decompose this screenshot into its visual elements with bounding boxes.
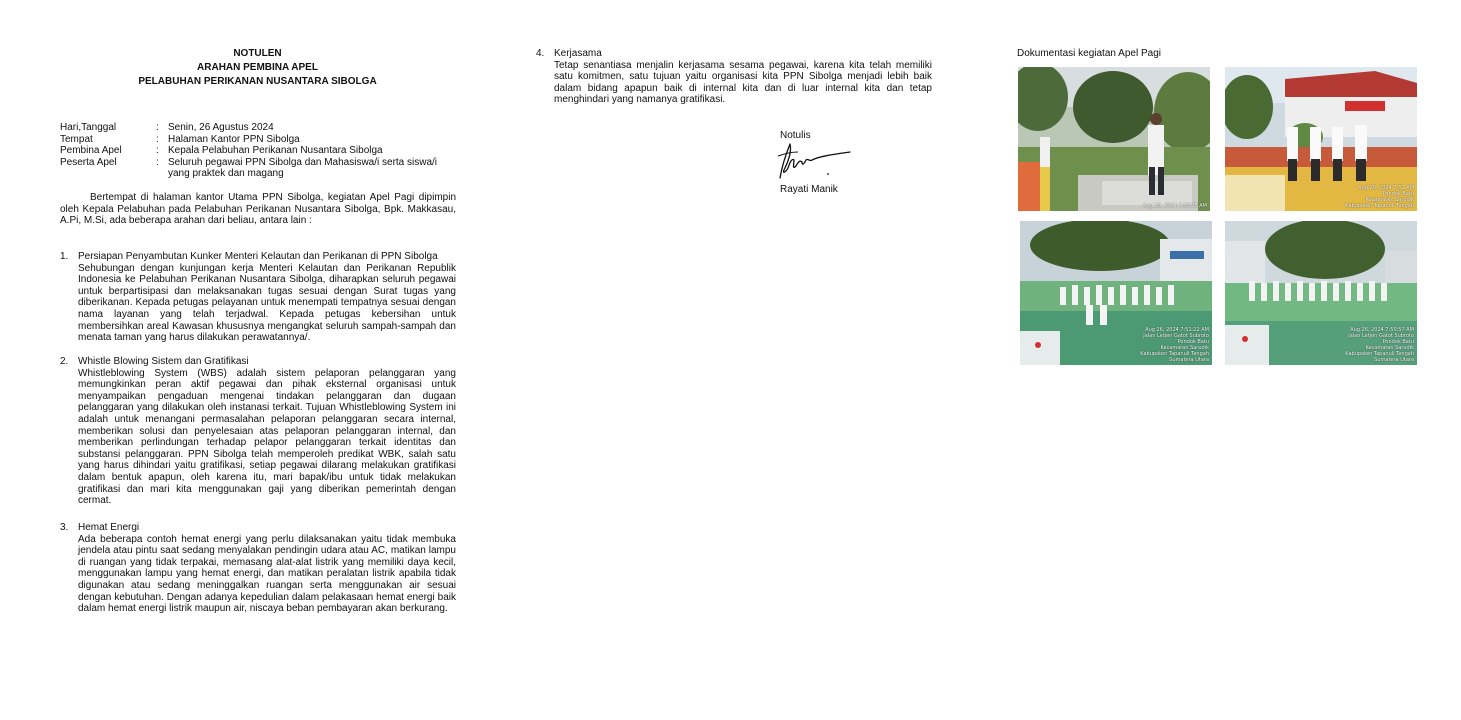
- photo-timestamp: Aug 26, 2024 7:51:22 AM Jalan Letjen Gatot Subroto Pondok Batu Kecamatan Sarudik Kabupaten Tapanuli Tengah Sumatera Utara: [1140, 327, 1209, 363]
- title-line-3: PELABUHAN PERIKANAN NUSANTARA SIBOLGA: [138, 76, 377, 87]
- meta-value: Senin, 26 Agustus 2024: [168, 122, 274, 133]
- meeting-details: [60, 122, 460, 180]
- meta-value: Seluruh pegawai PPN Sibolga dan Mahasiswa/i serta siswa/i yang praktek dan magang: [168, 156, 438, 180]
- meta-separator: :: [156, 145, 159, 157]
- meta-row-leader: [60, 145, 460, 157]
- item-body: Tetap senantiasa menjalin kerjasama sesama pegawai, karena kita telah memiliki satu komitmen, satu tujuan yaitu organisasi kita PPN Sibolga menjadi lebih baik dalam bidang apapun baik di internal kita dan di luar internal kita dan tetap menghindari yang namanya gratifikasi.: [554, 59, 932, 106]
- item-number: 4.: [536, 48, 545, 59]
- meta-row-date: [60, 122, 460, 134]
- meta-key: Peserta Apel: [60, 156, 117, 168]
- item-title: Kerjasama: [554, 48, 602, 59]
- meta-row-participants: [60, 157, 460, 180]
- photo-timestamp: Aug 26, 2024 7:51 AM Pondok Batu Kecamatan Sarudik Kabupaten Tapanuli Tengah: [1345, 185, 1414, 209]
- meta-key: Pembina Apel: [60, 145, 122, 157]
- photo-timestamp: Aug 26, 2024 7:50:05 AM: [1143, 203, 1207, 209]
- documentation-title: Dokumentasi kegiatan Apel Pagi: [1017, 48, 1161, 59]
- list-item-3: [60, 522, 456, 632]
- photo-timestamp: Aug 26, 2024 7:50:57 AM Jalan Letjen Gatot Subroto Pondok Batu Kecamatan Sarudik Kabupaten Tapanuli Tengah Sumatera Utara: [1345, 327, 1414, 363]
- item-number: 1.: [60, 251, 69, 262]
- list-item-4: [536, 48, 932, 108]
- signature-role: Notulis: [780, 130, 811, 141]
- meta-separator: :: [156, 133, 159, 145]
- item-number: 2.: [60, 356, 69, 367]
- intro-paragraph: Bertempat di halaman kantor Utama PPN Sibolga, kegiatan Apel Pagi dipimpin oleh Kepala Pelabuhan pada Pelabuhan Perikanan Nusantara Sibolga, Bpk. Makkasau, A.Pi, M.Si, ada beberapa arahan dari beliau, antara lain :: [60, 192, 456, 227]
- item-title: Hemat Energi: [78, 522, 140, 533]
- meta-separator: :: [156, 156, 159, 168]
- documentation-photo-1: [1018, 67, 1210, 211]
- meta-value: Halaman Kantor PPN Sibolga: [168, 133, 300, 145]
- meta-value: Kepala Pelabuhan Perikanan Nusantara Sibolga: [168, 145, 383, 157]
- signature-name: Rayati Manik: [780, 184, 838, 195]
- meta-key: Hari,Tanggal: [60, 122, 117, 133]
- list-item-1: [60, 251, 456, 346]
- documentation-photo-4: [1225, 221, 1417, 365]
- signature-image: [776, 140, 856, 186]
- title-line-1: NOTULEN: [233, 48, 282, 59]
- documentation-photo-2: [1225, 67, 1417, 211]
- item-body: Ada beberapa contoh hemat energi yang perlu dilaksanakan yaitu tidak membuka jendela atau pintu saat sedang menyalakan pendingin udara atau AC, matikan lampu di ruangan yang tidak terpakai, memasang alat-alat listrik yang memiliki daya kecil, menggunakan lampu yang hemat energi, dan matikan peralatan listrik apabila tidak digunakan atau sedang meninggalkan ruangan serta menggunakan air sesuai dengan kebutuhan. Dengan adanya kepedulian dalam pelakasaan hemat energi baik dalam hemat energi listrik maupun air, niscaya beban pembayaran akan berkurang.: [78, 533, 456, 615]
- item-number: 3.: [60, 522, 69, 533]
- document-title: [60, 47, 455, 89]
- item-title: Persiapan Penyambutan Kunker Menteri Kelautan dan Perikanan di PPN Sibolga: [78, 251, 438, 262]
- meta-key: Tempat: [60, 133, 93, 145]
- item-body: Sehubungan dengan kunjungan kerja Menteri Kelautan dan Perikanan Republik Indonesia ke Pelabuhan Perikanan Nusantara Sibolga, diharapkan seluruh pegawai untuk berpartisipasi dan melaksanakan tugas sesuai dengan Surat tugas yang diberikanan. Kepada petugas pelayanan untuk menempati tempatnya sesuai dengan nama layanan yang telah terjadwal. Kepada petugas kebersihan untuk membersihkan areal Kawasan khususnya mengangkat seluruh sampah-sampah dan menata taman yang harus dilakukan perawatannya/.: [78, 262, 456, 344]
- item-body: Whistleblowing System (WBS) adalah sistem pelaporan pelanggaran yang memungkinkan peran aktif pegawai dan pihak eksternal organisasi untuk menyampaikan pengaduan mengenai tindakan pelanggaran dan dugaan pelanggaran yang dilakukan oleh instanasi terkait. Tujuan Whistleblowing System ini adalah untuk menangani permasalahan pelaporan pelanggaran secara internal, memberikan solusi dan penyelesaian atas pelaporan pelanggaran internal, dan memberikan perlindungan terhadap pelapor pelanggaran terkait identitas dan substansi pelanggaran. PPN Sibolga telah memperoleh predikat WBK, salah satu yang harus dihindari yaitu gratifikasi, setiap pegawai dilarang melakukan gratifikasi dalam bentuk apapun, oleh karena itu, mari bapak/ibu untuk tidak melakukan gratifikasi dan mari kita menggunakan gaji yang diberikan pemerintah dengan cermat.: [78, 367, 456, 507]
- list-item-2: [60, 356, 456, 511]
- documentation-photo-3: [1020, 221, 1212, 365]
- title-line-2: ARAHAN PEMBINA APEL: [197, 62, 318, 73]
- item-title: Whistle Blowing Sistem dan Gratifikasi: [78, 356, 249, 367]
- meta-row-place: [60, 134, 460, 146]
- meta-separator: :: [156, 122, 159, 133]
